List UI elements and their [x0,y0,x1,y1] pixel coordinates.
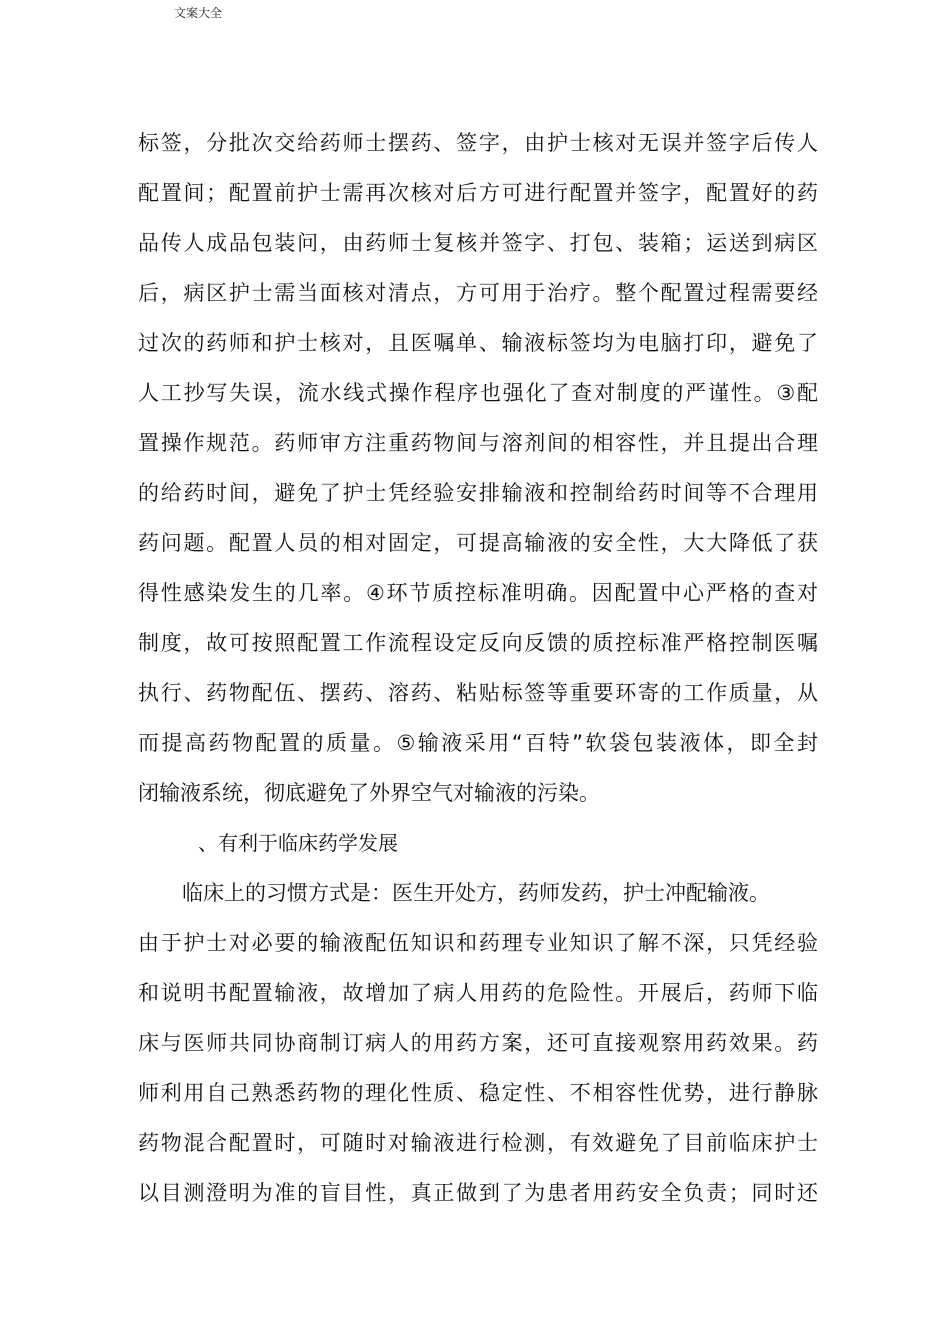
body-line: 由于护士对必要的输液配伍知识和药理专业知识了解不深，只凭经验 [138,931,818,955]
paragraph-first-line: 临床上的习惯方式是：医生开处方，药师发药，护士冲配输液。 [182,881,770,905]
body-line: 师利用自己熟悉药物的理化性质、稳定性、不相容性优势，进行静脉 [138,1081,818,1105]
body-line: 品传人成品包装问，由药师士复核并签字、打包、装箱；运送到病区 [138,231,818,255]
body-line: 置操作规范。药师审方注重药物间与溶剂间的相容性，并且提出合理 [138,431,818,455]
body-line: 得性感染发生的几率。④环节质控标准明确。因配置中心严格的查对 [138,581,818,605]
body-line: 以目测澄明为准的盲目性，真正做到了为患者用药安全负责；同时还 [138,1181,818,1205]
body-line: 配置间；配置前护士需再次核对后方可进行配置并签字，配置好的药 [138,181,818,205]
body-line: 和说明书配置输液，故增加了病人用药的危险性。开展后，药师下临 [138,981,818,1005]
body-line: 闭输液系统，彻底避免了外界空气对输液的污染。 [138,781,600,805]
body-line: 标签，分批次交给药师士摆药、签字，由护士核对无误并签字后传人 [138,131,818,155]
body-line: 制度，故可按照配置工作流程设定反向反馈的质控标准严格控制医嘱 [138,631,818,655]
document-body [138,118,818,1218]
page-header: 文案大全 [174,6,223,20]
body-line: 后，病区护士需当面核对清点，方可用于治疗。整个配置过程需要经 [138,281,818,305]
body-line: 过次的药师和护士核对，且医嘱单、输液标签均为电脑打印，避免了 [138,331,818,355]
section-heading: 、有利于临床药学发展 [198,831,398,855]
body-line: 的给药时间，避免了护士凭经验安排输液和控制给药时间等不合理用 [138,481,818,505]
body-line: 而提高药物配置的质量。⑤输液采用“百特”软袋包装液体，即全封 [138,731,818,755]
body-line: 床与医师共同协商制订病人的用药方案，还可直接观察用药效果。药 [138,1031,818,1055]
body-line: 人工抄写失误，流水线式操作程序也强化了查对制度的严谨性。③配 [138,381,818,405]
body-line: 药物混合配置时，可随时对输液进行检测，有效避免了目前临床护士 [138,1131,818,1155]
body-line: 执行、药物配伍、摆药、溶药、粘贴标签等重要环寄的工作质量，从 [138,681,818,705]
body-line: 药问题。配置人员的相对固定，可提高输液的安全性，大大降低了获 [138,531,818,555]
